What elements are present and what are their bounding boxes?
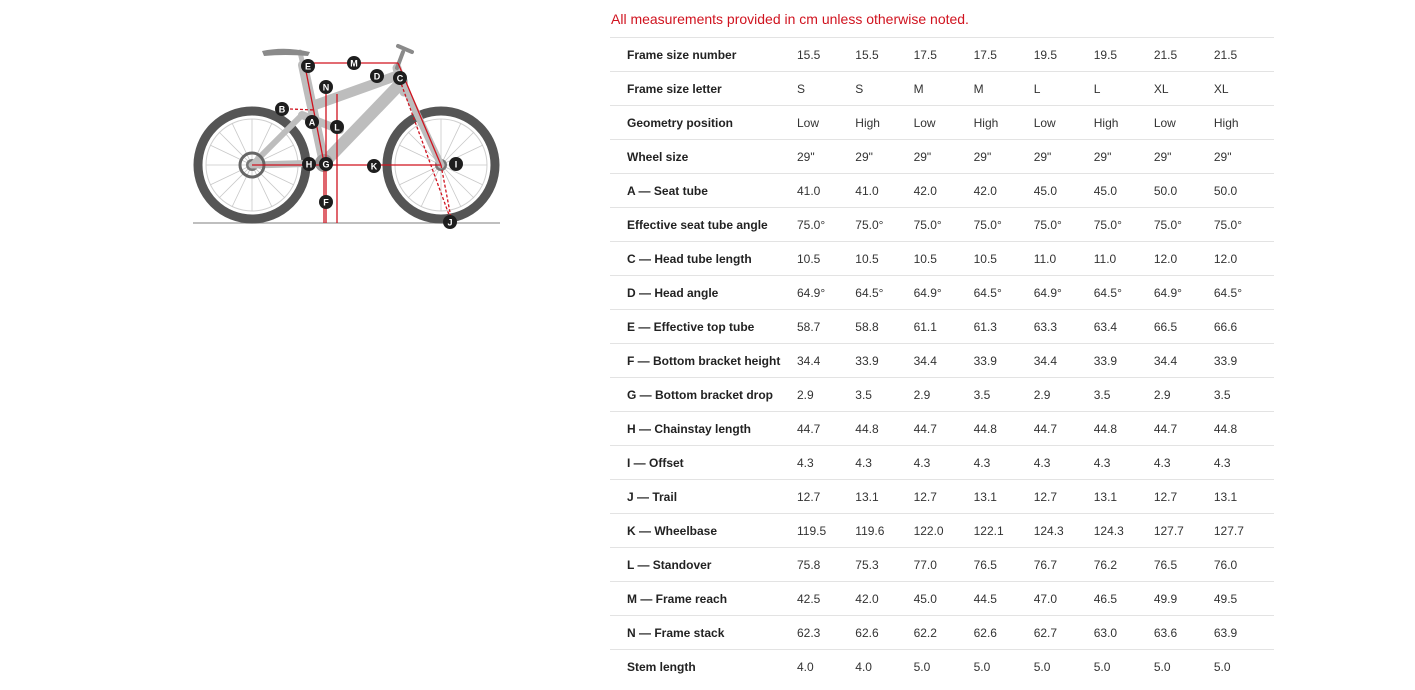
table-row — [610, 616, 1274, 650]
table-cell: 34.4 — [1154, 344, 1214, 378]
table-cell: XL — [1214, 72, 1274, 106]
marker-G — [319, 157, 333, 171]
table-cell: 62.3 — [797, 616, 855, 650]
table-cell: 64.9° — [1154, 276, 1214, 310]
table-cell: 33.9 — [855, 344, 913, 378]
table-cell: 42.5 — [797, 582, 855, 616]
marker-label: A — [308, 117, 316, 128]
table-cell: 29" — [1214, 140, 1274, 174]
table-cell: 12.7 — [1034, 480, 1094, 514]
table-cell: 17.5 — [974, 38, 1034, 72]
table-cell: 29" — [974, 140, 1034, 174]
table-cell: 49.5 — [1214, 582, 1274, 616]
table-cell: 4.3 — [1154, 446, 1214, 480]
table-cell: 15.5 — [855, 38, 913, 72]
table-cell: 127.7 — [1214, 514, 1274, 548]
table-cell: 75.0° — [1094, 208, 1154, 242]
table-cell: 64.5° — [1094, 276, 1154, 310]
table-cell: 12.0 — [1214, 242, 1274, 276]
table-cell: Low — [914, 106, 974, 140]
table-cell: 44.8 — [974, 412, 1034, 446]
table-cell: 62.2 — [914, 616, 974, 650]
table-row — [610, 446, 1274, 480]
table-row — [610, 310, 1274, 344]
row-label: Frame size letter — [610, 72, 797, 106]
table-cell: 19.5 — [1094, 38, 1154, 72]
table-row — [610, 412, 1274, 446]
row-label: K — Wheelbase — [610, 514, 797, 548]
table-cell: 45.0 — [914, 582, 974, 616]
marker-label: G — [322, 159, 330, 170]
table-cell: 34.4 — [914, 344, 974, 378]
row-label: Frame size number — [610, 38, 797, 72]
table-cell: 11.0 — [1034, 242, 1094, 276]
table-cell: M — [914, 72, 974, 106]
table-cell: 29" — [1154, 140, 1214, 174]
marker-J — [443, 215, 457, 229]
table-cell: 5.0 — [1034, 650, 1094, 684]
marker-label: D — [373, 71, 381, 82]
table-cell: 75.0° — [1214, 208, 1274, 242]
table-cell: 63.4 — [1094, 310, 1154, 344]
table-row — [610, 106, 1274, 140]
marker-D — [370, 69, 384, 83]
table-cell: 4.3 — [974, 446, 1034, 480]
table-cell: 119.6 — [855, 514, 913, 548]
table-cell: 76.7 — [1034, 548, 1094, 582]
table-row — [610, 582, 1274, 616]
marker-label: H — [305, 159, 313, 170]
table-cell: 42.0 — [914, 174, 974, 208]
table-cell: 4.3 — [855, 446, 913, 480]
table-cell: 17.5 — [914, 38, 974, 72]
table-cell: 33.9 — [974, 344, 1034, 378]
row-label: M — Frame reach — [610, 582, 797, 616]
table-cell: 76.5 — [974, 548, 1034, 582]
table-cell: 75.0° — [855, 208, 913, 242]
marker-label: N — [322, 82, 330, 93]
table-cell: 34.4 — [797, 344, 855, 378]
table-cell: 4.0 — [855, 650, 913, 684]
table-row — [610, 514, 1274, 548]
table-row — [610, 344, 1274, 378]
table-cell: 62.6 — [974, 616, 1034, 650]
table-cell: 64.9° — [1034, 276, 1094, 310]
table-cell: 63.6 — [1154, 616, 1214, 650]
table-cell: 44.7 — [1154, 412, 1214, 446]
table-cell: S — [855, 72, 913, 106]
table-cell: 64.5° — [974, 276, 1034, 310]
table-cell: 50.0 — [1154, 174, 1214, 208]
table-cell: 44.7 — [914, 412, 974, 446]
table-cell: 5.0 — [1094, 650, 1154, 684]
table-cell: 75.0° — [1154, 208, 1214, 242]
table-row — [610, 276, 1274, 310]
table-cell: 4.3 — [1034, 446, 1094, 480]
row-label: F — Bottom bracket height — [610, 344, 797, 378]
table-row — [610, 208, 1274, 242]
table-cell: 44.8 — [1214, 412, 1274, 446]
table-cell: 46.5 — [1094, 582, 1154, 616]
table-cell: 3.5 — [1214, 378, 1274, 412]
table-cell: 124.3 — [1094, 514, 1154, 548]
row-label: Stem length — [610, 650, 797, 684]
marker-label: B — [278, 104, 286, 115]
row-label: C — Head tube length — [610, 242, 797, 276]
table-cell: 4.3 — [914, 446, 974, 480]
table-cell: 122.0 — [914, 514, 974, 548]
table-cell: 124.3 — [1034, 514, 1094, 548]
table-cell: 3.5 — [855, 378, 913, 412]
marker-N — [319, 80, 333, 94]
table-cell: 5.0 — [914, 650, 974, 684]
row-label: Wheel size — [610, 140, 797, 174]
row-label: A — Seat tube — [610, 174, 797, 208]
table-cell: 64.5° — [1214, 276, 1274, 310]
table-cell: L — [1094, 72, 1154, 106]
table-row — [610, 242, 1274, 276]
bike-geometry-diagram — [190, 30, 505, 235]
table-cell: Low — [1034, 106, 1094, 140]
table-cell: 75.8 — [797, 548, 855, 582]
table-cell: 10.5 — [974, 242, 1034, 276]
marker-L — [330, 120, 344, 134]
table-cell: XL — [1154, 72, 1214, 106]
table-cell: S — [797, 72, 855, 106]
table-cell: 21.5 — [1214, 38, 1274, 72]
table-cell: 29" — [1094, 140, 1154, 174]
table-cell: 2.9 — [797, 378, 855, 412]
table-cell: 29" — [914, 140, 974, 174]
table-cell: 10.5 — [855, 242, 913, 276]
marker-F — [319, 195, 333, 209]
table-cell: 10.5 — [797, 242, 855, 276]
table-cell: 62.6 — [855, 616, 913, 650]
marker-label: C — [396, 73, 404, 84]
table-cell: 12.0 — [1154, 242, 1214, 276]
table-cell: 2.9 — [1034, 378, 1094, 412]
table-cell: 62.7 — [1034, 616, 1094, 650]
marker-label: I — [454, 159, 458, 170]
table-cell: 50.0 — [1214, 174, 1274, 208]
table-cell: 12.7 — [914, 480, 974, 514]
row-label: I — Offset — [610, 446, 797, 480]
table-cell: High — [1214, 106, 1274, 140]
table-cell: 3.5 — [1094, 378, 1154, 412]
marker-H — [302, 157, 316, 171]
row-label: Geometry position — [610, 106, 797, 140]
table-cell: 119.5 — [797, 514, 855, 548]
table-cell: 10.5 — [914, 242, 974, 276]
table-cell: 15.5 — [797, 38, 855, 72]
measurement-notice: All measurements provided in cm unless otherwise noted. — [611, 11, 969, 27]
table-cell: 4.0 — [797, 650, 855, 684]
table-cell: 63.9 — [1214, 616, 1274, 650]
table-cell: 5.0 — [1154, 650, 1214, 684]
table-cell: 45.0 — [1094, 174, 1154, 208]
table-cell: 44.5 — [974, 582, 1034, 616]
table-row — [610, 72, 1274, 106]
row-label: J — Trail — [610, 480, 797, 514]
table-cell: 75.0° — [797, 208, 855, 242]
table-row — [610, 378, 1274, 412]
table-cell: 58.8 — [855, 310, 913, 344]
table-cell: 4.3 — [797, 446, 855, 480]
table-cell: 2.9 — [1154, 378, 1214, 412]
table-row — [610, 650, 1274, 684]
table-row — [610, 548, 1274, 582]
table-cell: 66.6 — [1214, 310, 1274, 344]
table-cell: 41.0 — [855, 174, 913, 208]
table-cell: 12.7 — [1154, 480, 1214, 514]
row-label: G — Bottom bracket drop — [610, 378, 797, 412]
marker-B — [275, 102, 289, 116]
table-cell: 64.9° — [914, 276, 974, 310]
table-row — [610, 174, 1274, 208]
row-label: H — Chainstay length — [610, 412, 797, 446]
table-cell: 76.5 — [1154, 548, 1214, 582]
table-cell: 44.7 — [1034, 412, 1094, 446]
table-cell: 33.9 — [1214, 344, 1274, 378]
table-cell: High — [974, 106, 1034, 140]
table-cell: 41.0 — [797, 174, 855, 208]
table-cell: 33.9 — [1094, 344, 1154, 378]
table-cell: 4.3 — [1094, 446, 1154, 480]
table-cell: 45.0 — [1034, 174, 1094, 208]
table-cell: High — [1094, 106, 1154, 140]
table-cell: 13.1 — [1094, 480, 1154, 514]
table-cell: 11.0 — [1094, 242, 1154, 276]
table-row — [610, 480, 1274, 514]
table-cell: 29" — [797, 140, 855, 174]
table-cell: 61.3 — [974, 310, 1034, 344]
marker-I — [449, 157, 463, 171]
table-cell: 64.9° — [797, 276, 855, 310]
marker-label: F — [323, 197, 329, 208]
table-cell: 64.5° — [855, 276, 913, 310]
table-cell: 29" — [1034, 140, 1094, 174]
table-cell: 21.5 — [1154, 38, 1214, 72]
marker-A — [305, 115, 319, 129]
row-label: N — Frame stack — [610, 616, 797, 650]
table-row — [610, 38, 1274, 72]
row-label: D — Head angle — [610, 276, 797, 310]
table-cell: 44.8 — [1094, 412, 1154, 446]
table-cell: 13.1 — [855, 480, 913, 514]
row-label: L — Standover — [610, 548, 797, 582]
table-cell: 58.7 — [797, 310, 855, 344]
table-cell: 3.5 — [974, 378, 1034, 412]
table-cell: Low — [797, 106, 855, 140]
table-cell: 19.5 — [1034, 38, 1094, 72]
geometry-table — [610, 37, 1274, 683]
table-cell: 63.0 — [1094, 616, 1154, 650]
table-cell: 4.3 — [1214, 446, 1274, 480]
table-cell: 61.1 — [914, 310, 974, 344]
row-label: E — Effective top tube — [610, 310, 797, 344]
table-cell: 49.9 — [1154, 582, 1214, 616]
table-cell: M — [974, 72, 1034, 106]
table-cell: 29" — [855, 140, 913, 174]
table-cell: 127.7 — [1154, 514, 1214, 548]
table-cell: 5.0 — [974, 650, 1034, 684]
table-cell: 75.0° — [1034, 208, 1094, 242]
marker-label: M — [350, 58, 358, 69]
marker-label: L — [334, 122, 340, 133]
table-cell: 122.1 — [974, 514, 1034, 548]
table-row — [610, 140, 1274, 174]
saddle — [262, 49, 310, 56]
table-cell: 75.0° — [974, 208, 1034, 242]
marker-C — [393, 71, 407, 85]
table-cell: 75.3 — [855, 548, 913, 582]
table-cell: 47.0 — [1034, 582, 1094, 616]
marker-E — [301, 59, 315, 73]
table-cell: 66.5 — [1154, 310, 1214, 344]
marker-label: J — [447, 217, 453, 228]
table-cell: 34.4 — [1034, 344, 1094, 378]
marker-label: K — [370, 161, 378, 172]
table-cell: 12.7 — [797, 480, 855, 514]
table-cell: 77.0 — [914, 548, 974, 582]
geometry-table-body — [610, 38, 1274, 684]
row-label: Effective seat tube angle — [610, 208, 797, 242]
table-cell: 76.0 — [1214, 548, 1274, 582]
table-cell: 13.1 — [974, 480, 1034, 514]
table-cell: 76.2 — [1094, 548, 1154, 582]
marker-M — [347, 56, 361, 70]
table-cell: High — [855, 106, 913, 140]
marker-label: E — [304, 61, 312, 72]
table-cell: 44.8 — [855, 412, 913, 446]
table-cell: L — [1034, 72, 1094, 106]
table-cell: 42.0 — [974, 174, 1034, 208]
table-cell: 44.7 — [797, 412, 855, 446]
table-cell: 75.0° — [914, 208, 974, 242]
marker-K — [367, 159, 381, 173]
table-cell: 13.1 — [1214, 480, 1274, 514]
table-cell: 2.9 — [914, 378, 974, 412]
table-cell: 42.0 — [855, 582, 913, 616]
table-cell: 63.3 — [1034, 310, 1094, 344]
table-cell: Low — [1154, 106, 1214, 140]
table-cell: 5.0 — [1214, 650, 1274, 684]
